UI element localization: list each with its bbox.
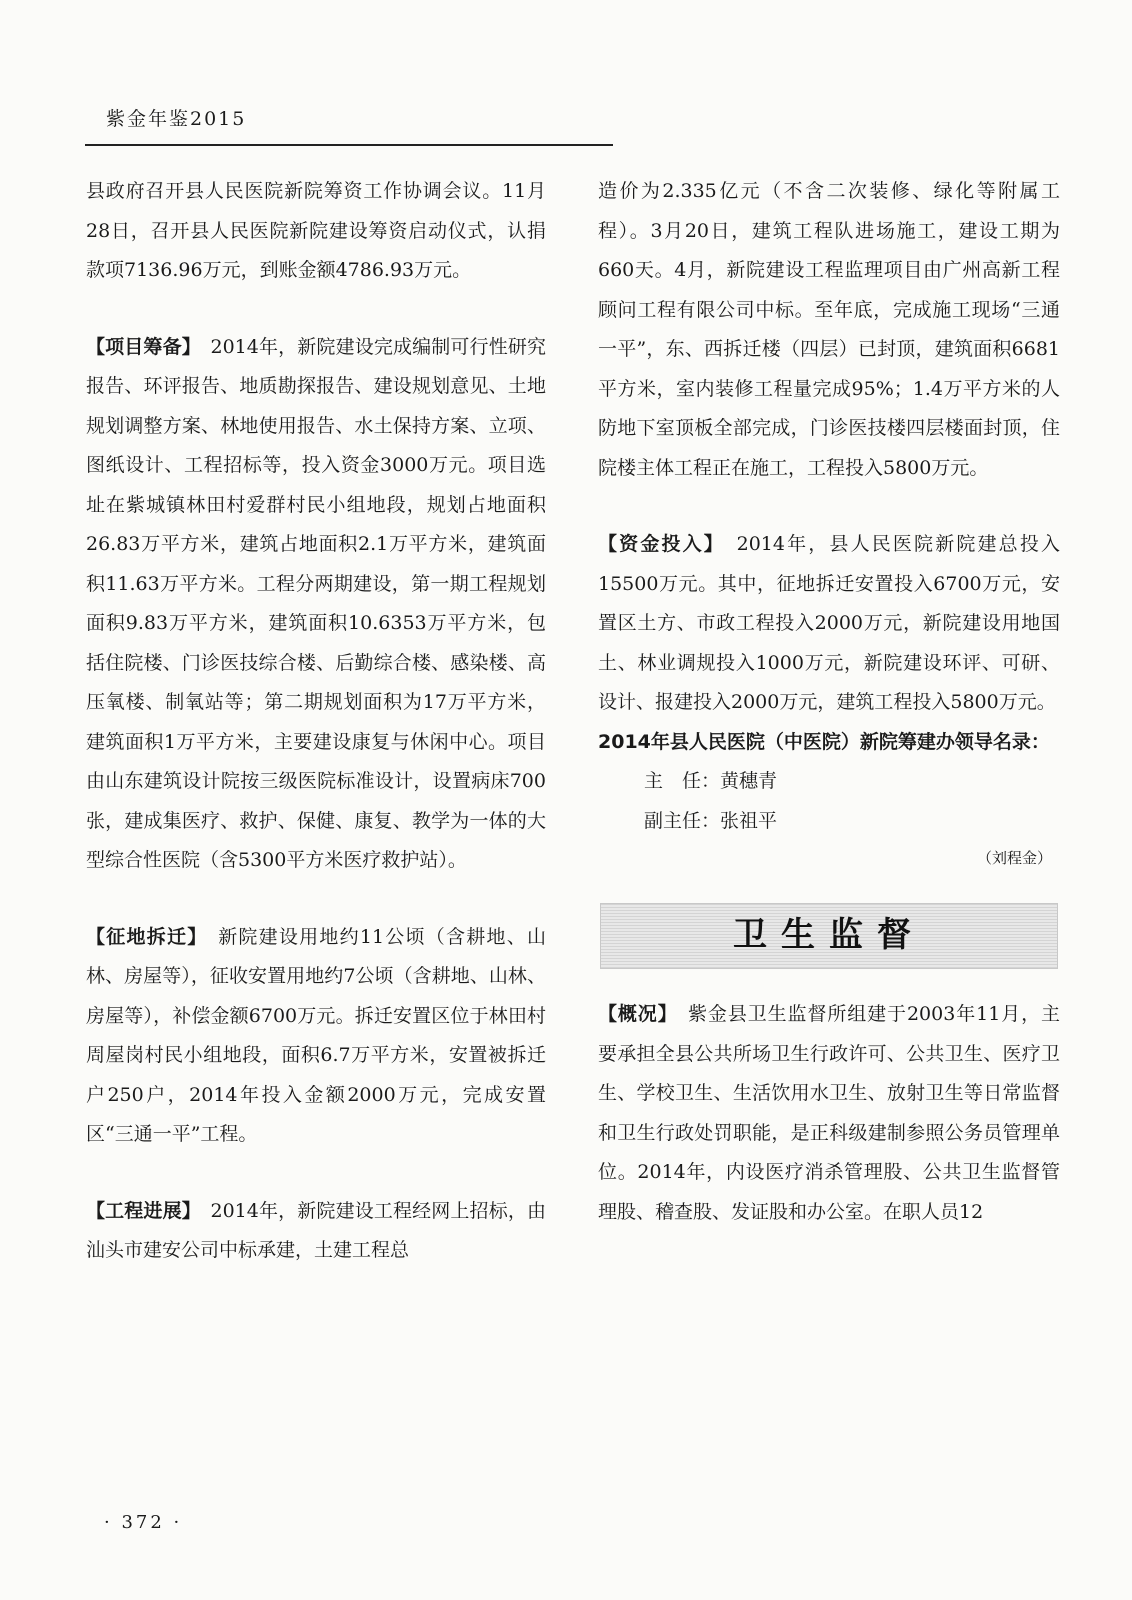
- paragraph-progress: [86, 1192, 546, 1271]
- paragraph-fundraising: 县政府召开县人民医院新院筹资工作协调会议。11月28日，召开县人民医院新院建设筹资启动仪式，认捐款项7136.96万元，到账金额4786.93万元。: [86, 180, 546, 281]
- paragraph-overview: [598, 995, 1060, 1232]
- keyword-progress: 【工程进展】: [86, 1199, 192, 1222]
- paragraph-progress-cont: 造价为2.335亿元（不含二次装修、绿化等附属工程）。3月20日，建筑工程队进场施工，建设工期为660天。4月，新院建设工程监理项目由广州高新工程顾问工程有限公司中标。至年底，完成施工现场“三通一平”，东、西拆迁楼（四层）已封顶，建筑面积6681平方米，室内装修工程量完成95%；1.4万平方米的人防地下室顶板全部完成，门诊医技楼四层楼面封顶，住院楼主体工程正在施工，工程投入5800万元。: [598, 180, 1060, 479]
- paragraph-project-prep: [86, 328, 546, 881]
- leader-director: 主 任：黄穗青: [644, 770, 778, 792]
- text-progress: 2014年，新院建设工程经网上招标，由汕头市建安公司中标承建，土建工程总: [86, 1199, 546, 1261]
- leadership-list-title: 2014年县人民医院（中医院）新院筹建办领导名录：: [598, 730, 1050, 753]
- paragraph-land-acquisition: [86, 918, 546, 1155]
- keyword-land-acquisition: 【征地拆迁】: [86, 925, 198, 948]
- left-column: [86, 172, 546, 1271]
- leader-deputy: 副主任：张祖平: [644, 809, 778, 832]
- keyword-project-prep: 【项目筹备】: [86, 335, 192, 358]
- section-banner: [600, 903, 1058, 969]
- running-header: 紫金年鉴2015: [106, 108, 247, 130]
- right-column: [598, 172, 1060, 1232]
- text-land-acquisition: 新院建设用地约11公顷（含耕地、山林、房屋等），征收安置用地约7公顷（含耕地、山林、房屋等），补偿金额6700万元。拆迁安置区位于林田村周屋岗村民小组地段，面积6.7万平方米，安置被拆迁户250户，2014年投入金额2000万元，完成安置区“三通一平”工程。: [86, 925, 546, 1145]
- keyword-overview: 【概况】: [598, 1003, 669, 1025]
- text-overview: 紫金县卫生监督所组建于2003年11月，主要承担全县公共所场卫生行政许可、公共卫生、医疗卫生、学校卫生、生活饮用水卫生、放射卫生等日常监督和卫生行政处罚职能，是正科级建制参照公务员管理单位。2014年，内设医疗消杀管理股、公共卫生监督管理股、稽查股、发证股和办公室。在职人员12: [598, 1003, 1060, 1223]
- page-number: · 372 ·: [104, 1512, 183, 1533]
- section-title: 卫生监督: [733, 915, 925, 956]
- paragraph-funding: [598, 525, 1060, 723]
- header-rule: [85, 144, 613, 146]
- text-funding: 2014年，县人民医院新院建总投入15500万元。其中，征地拆迁安置投入6700万元，安置区土方、市政工程投入2000万元，新院建设用地国土、林业调规投入1000万元，新院建设环评、可研、设计、报建投入2000万元，建筑工程投入5800万元。: [598, 533, 1060, 713]
- keyword-funding: 【资金投入】: [598, 533, 716, 555]
- author-credit: （刘程金）: [976, 849, 1052, 867]
- text-project-prep: 2014年，新院建设完成编制可行性研究报告、环评报告、地质勘探报告、建设规划意见、土地规划调整方案、林地使用报告、水土保持方案、立项、图纸设计、工程招标等，投入资金3000万元。项目选址在紫城镇林田村爱群村民小组地段，规划占地面积26.83万平方米，建筑占地面积2.1万平方米，建筑面积11.63万平方米。工程分两期建设，第一期工程规划面积9.83万平方米，建筑面积10.6353万平方米，包括住院楼、门诊医技综合楼、后勤综合楼、感染楼、高压氧楼、制氧站等；第二期规划面积为17万平方米，建筑面积1万平方米，主要建设康复与休闲中心。项目由山东建筑设计院按三级医院标准设计，设置病床700张，建成集医疗、救护、保健、康复、教学为一体的大型综合性医院（含5300平方米医疗救护站）。: [86, 335, 546, 871]
